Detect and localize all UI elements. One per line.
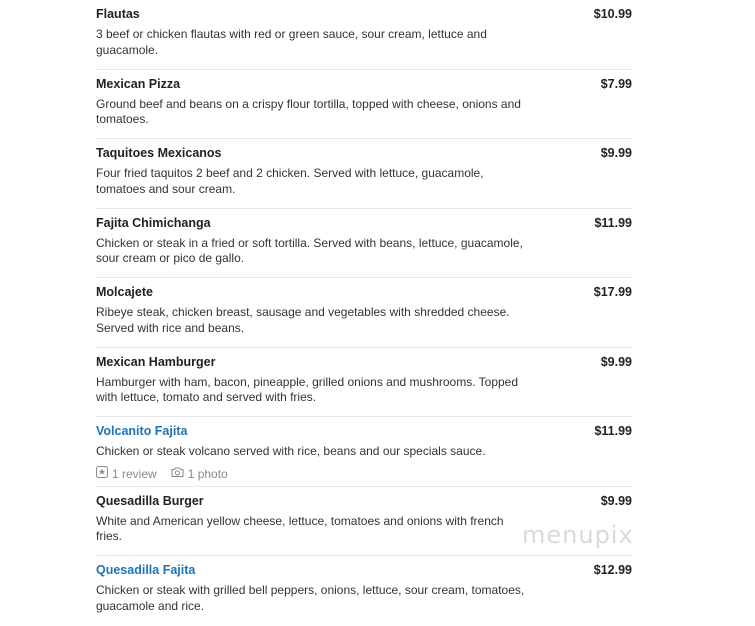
- item-description: Ribeye steak, chicken breast, sausage and vegetables with shredded cheese. Served with rice and beans.: [96, 305, 510, 335]
- menu-item-molcajete: [96, 278, 632, 348]
- item-price: $17.99: [593, 285, 632, 299]
- item-description: Hamburger with ham, bacon, pineapple, grilled onions and mushrooms. Topped with lettuce, tomato and served with fries.: [96, 374, 519, 404]
- item-description: Ground beef and beans on a crispy flour tortilla, topped with cheese, onions and tomatoes.: [96, 96, 521, 126]
- camera-icon: [171, 466, 188, 481]
- review-link[interactable]: [96, 466, 157, 481]
- item-price: $12.99: [593, 563, 632, 577]
- item-description: Chicken or steak volcano served with rice, beans and our specials sauce.: [96, 444, 486, 458]
- item-price: $7.99: [600, 76, 632, 91]
- item-price: $11.99: [594, 215, 632, 230]
- item-name: Mexican Pizza: [96, 76, 181, 91]
- item-name: Mexican Hamburger: [96, 354, 216, 369]
- item-name-link[interactable]: Quesadilla Fajita: [96, 563, 196, 577]
- item-name: Molcajete: [96, 285, 153, 299]
- item-name: Fajita Chimichanga: [96, 215, 211, 230]
- photo-link[interactable]: [171, 466, 228, 481]
- photo-count: 1 photo: [187, 466, 228, 481]
- menu-item-quesadilla-fajita: [96, 556, 632, 626]
- item-description: Four fried taquitos 2 beef and 2 chicken. Served with lettuce, guacamole, tomatoes and sour cream.: [96, 166, 484, 196]
- item-description: White and American yellow cheese, lettuce, tomatoes and onions with french fries.: [96, 513, 504, 543]
- menu-item-volcanito-fajita: [96, 417, 632, 487]
- menu-item-flautas: [96, 0, 632, 70]
- menu-item-taquitoes-mexicanos: [96, 139, 632, 209]
- item-price: $9.99: [600, 146, 632, 160]
- menu-item-mexican-pizza: [96, 70, 632, 140]
- menu-item-fajita-chimichanga: [96, 209, 632, 279]
- star-review-icon: [96, 466, 112, 481]
- item-price: $9.99: [600, 493, 632, 508]
- item-description: 3 beef or chicken flautas with red or green sauce, sour cream, lettuce and guacamole.: [96, 27, 487, 57]
- item-name-link[interactable]: Volcanito Fajita: [96, 424, 188, 438]
- review-count: 1 review: [112, 466, 157, 481]
- item-name: Flautas: [96, 7, 140, 21]
- item-name: Taquitoes Mexicanos: [96, 146, 222, 160]
- item-name: Quesadilla Burger: [96, 493, 204, 508]
- item-description: Chicken or steak in a fried or soft tortilla. Served with beans, lettuce, guacamole, sour cream or pico de gallo.: [96, 235, 523, 265]
- item-meta: [96, 466, 242, 481]
- item-description: Chicken or steak with grilled bell peppers, onions, lettuce, sour cream, tomatoes, guacamole and rice.: [96, 583, 525, 613]
- item-price: $9.99: [600, 354, 632, 369]
- item-price: $10.99: [593, 7, 632, 21]
- menu-item-mexican-hamburger: [96, 348, 632, 418]
- menupix-watermark: menupix: [522, 521, 634, 549]
- item-price: $11.99: [594, 424, 632, 438]
